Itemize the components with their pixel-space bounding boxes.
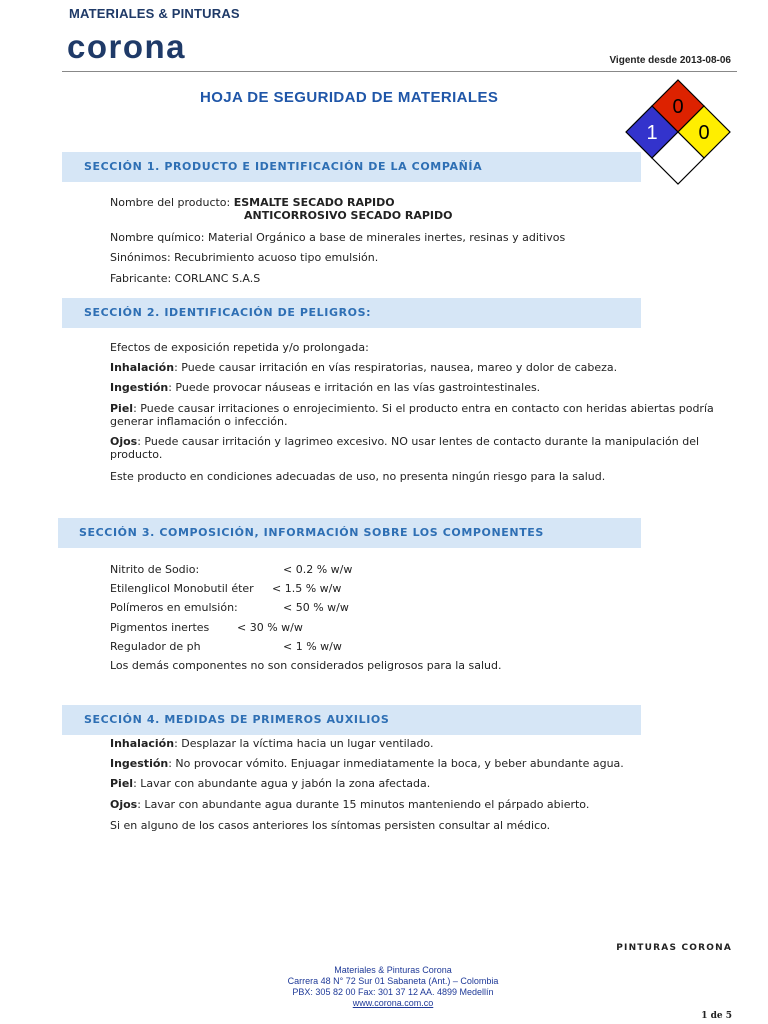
- section-2-header: SECCIÓN 2. IDENTIFICACIÓN DE PELIGROS:: [62, 298, 641, 328]
- nfpa-flammability-value: 0: [672, 96, 684, 118]
- brand-logo: corona: [67, 28, 187, 65]
- hazard-ingestion-label: Ingestión: [110, 381, 169, 394]
- hazard-eyes: [110, 435, 732, 461]
- component-name: Polímeros en emulsión:: [110, 601, 238, 614]
- aid-inhalation-label: Inhalación: [110, 737, 175, 750]
- aid-eyes-text: : Lavar con abundante agua durante 15 minutos manteniendo el párpado abierto.: [137, 798, 590, 811]
- aid-ingestion: [110, 757, 624, 770]
- brand-tagline: MATERIALES & PINTURAS: [69, 6, 240, 21]
- component-name: Etilenglicol Monobutil éter: [110, 582, 254, 595]
- aid-skin: [110, 777, 430, 790]
- aid-ingestion-text: : No provocar vómito. Enjuagar inmediatamente la boca, y beber abundante agua.: [168, 757, 624, 770]
- hazard-inhalation: [110, 361, 617, 374]
- synonyms: Sinónimos: Recubrimiento acuoso tipo emulsión.: [110, 251, 379, 264]
- hazard-ingestion-text: : Puede provocar náuseas e irritación en las vías gastrointestinales.: [168, 381, 541, 394]
- page-number: 1 de 5: [701, 1011, 732, 1021]
- nfpa-health-value: 1: [646, 122, 658, 144]
- chemical-name: Nombre químico: Material Orgánico a base de minerales inertes, resinas y aditivos: [110, 231, 566, 244]
- aid-eyes-label: Ojos: [110, 798, 138, 811]
- section-1-header: SECCIÓN 1. PRODUCTO E IDENTIFICACIÓN DE LA COMPAÑÍA: [62, 152, 641, 182]
- header-divider: [62, 71, 737, 72]
- product-name-line: [110, 196, 395, 209]
- product-name-label: Nombre del producto:: [110, 196, 234, 209]
- hazard-eyes-label: Ojos: [110, 435, 138, 448]
- hazard-eyes-text: : Puede causar irritación y lagrimeo excesivo. NO usar lentes de contacto durante la manipulación del producto.: [110, 435, 700, 461]
- nfpa-reactivity-value: 0: [698, 122, 710, 144]
- exposure-intro: Efectos de exposición repetida y/o prolongada:: [110, 341, 369, 354]
- validity-date: Vigente desde 2013-08-06: [609, 55, 731, 66]
- aid-persist-note: Si en alguno de los casos anteriores los síntomas persisten consultar al médico.: [110, 819, 551, 832]
- component-row: [110, 582, 342, 595]
- component-row: [110, 563, 353, 576]
- section-4-header: SECCIÓN 4. MEDIDAS DE PRIMEROS AUXILIOS: [62, 705, 641, 735]
- component-value: < 1.5 % w/w: [272, 582, 342, 595]
- component-value: < 30 % w/w: [237, 621, 303, 634]
- hazard-inhalation-label: Inhalación: [110, 361, 175, 374]
- component-value: < 0.2 % w/w: [283, 563, 353, 576]
- footer-website-link[interactable]: www.corona.com.co: [352, 998, 434, 1008]
- product-name-1: ESMALTE SECADO RAPIDO: [233, 196, 395, 209]
- components-note: Los demás componentes no son considerados peligrosos para la salud.: [110, 659, 502, 672]
- aid-inhalation: [110, 737, 433, 750]
- hazard-skin-label: Piel: [110, 402, 134, 415]
- component-row: [110, 601, 349, 614]
- footer-brand: PINTURAS CORONA: [616, 943, 732, 953]
- document-title: HOJA DE SEGURIDAD DE MATERIALES: [200, 89, 499, 106]
- component-row: [110, 621, 303, 634]
- footer-phones: PBX: 305 82 00 Fax: 301 37 12 AA. 4899 Medellín: [292, 987, 494, 997]
- footer-company: Materiales & Pinturas Corona: [334, 965, 452, 975]
- section-3-header: SECCIÓN 3. COMPOSICIÓN, INFORMACIÓN SOBRE LOS COMPONENTES: [58, 518, 641, 548]
- component-row: [110, 640, 342, 653]
- manufacturer: Fabricante: CORLANC S.A.S: [110, 272, 261, 285]
- footer-address: Carrera 48 N° 72 Sur 01 Sabaneta (Ant.) – Colombia: [287, 976, 499, 986]
- component-value: < 50 % w/w: [283, 601, 349, 614]
- hazard-conclusion: Este producto en condiciones adecuadas de uso, no presenta ningún riesgo para la salud.: [110, 470, 606, 483]
- hazard-skin: [110, 402, 732, 428]
- component-value: < 1 % w/w: [283, 640, 342, 653]
- hazard-inhalation-text: : Puede causar irritación en vías respiratorias, nausea, mareo y dolor de cabeza.: [174, 361, 618, 374]
- hazard-ingestion: [110, 381, 540, 394]
- aid-ingestion-label: Ingestión: [110, 757, 169, 770]
- aid-eyes: [110, 798, 589, 811]
- component-name: Nitrito de Sodio:: [110, 563, 200, 576]
- aid-skin-label: Piel: [110, 777, 134, 790]
- aid-inhalation-text: : Desplazar la víctima hacia un lugar ventilado.: [174, 737, 434, 750]
- component-name: Pigmentos inertes: [110, 621, 210, 634]
- product-name-2: ANTICORROSIVO SECADO RAPIDO: [244, 209, 453, 222]
- footer-contact-block: [0, 965, 768, 1009]
- component-name: Regulador de ph: [110, 640, 201, 653]
- aid-skin-text: : Lavar con abundante agua y jabón la zona afectada.: [133, 777, 431, 790]
- hazard-skin-text: : Puede causar irritaciones o enrojecimiento. Si el producto entra en contacto con heridas abiertas podría generar inflamación o infección.: [110, 402, 714, 428]
